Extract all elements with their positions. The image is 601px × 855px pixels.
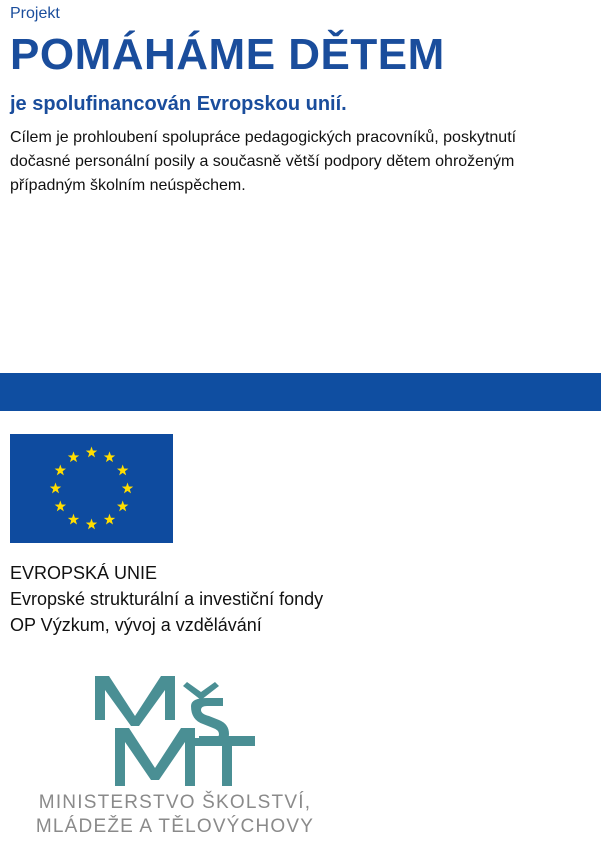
blue-band <box>0 373 601 411</box>
project-description: Cílem je prohloubení spolupráce pedagogických pracovníků, poskytnutí dočasné personální posily a současně větší podpory dětem ohroženým případným školním neúspěchem. <box>10 129 517 194</box>
eu-line-union: EVROPSKÁ UNIE <box>10 563 158 583</box>
eu-line-funds: Evropské strukturální a investiční fondy <box>10 589 324 609</box>
msmt-logo-icon <box>95 676 255 786</box>
ministry-name-line1: MINISTERSTVO ŠKOLSTVÍ, <box>38 792 312 813</box>
project-label: Projekt <box>10 5 60 22</box>
eu-line-op: OP Výzkum, vývoj a vzdělávání <box>10 615 262 635</box>
ministry-name-line2: MLÁDEŽE A TĚLOVÝCHOVY <box>35 816 315 837</box>
ministry-name <box>10 791 340 839</box>
eu-flag-icon <box>10 434 173 543</box>
eu-text-block <box>10 560 323 638</box>
project-title: POMÁHÁME DĚTEM <box>10 30 445 79</box>
project-subtitle: je spolufinancován Evropskou unií. <box>10 93 347 115</box>
